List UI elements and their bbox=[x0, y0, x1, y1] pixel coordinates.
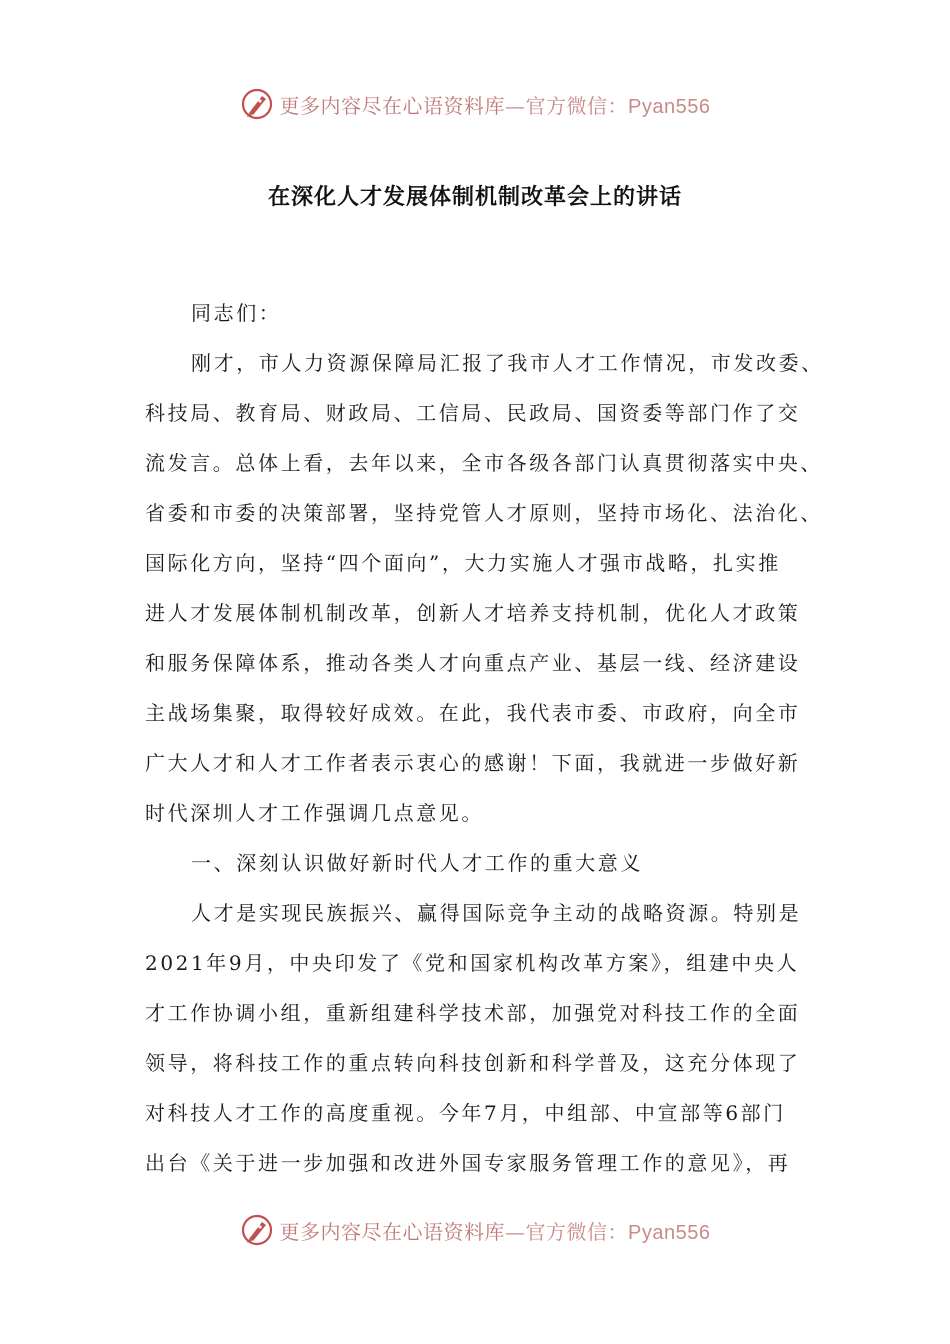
paragraph-line: 国际化方向，坚持“四个面向”，大力实施人才强市战略，扎实推 bbox=[145, 551, 781, 575]
paragraph-line: 对科技人才工作的高度重视。今年7月，中组部、中宣部等6部门 bbox=[145, 1101, 786, 1125]
paragraph-line: 人才是实现民族振兴、赢得国际竞争主动的战略资源。特别是 bbox=[191, 901, 802, 925]
salutation: 同志们： bbox=[191, 301, 282, 325]
footer-watermark-banner bbox=[0, 1210, 950, 1250]
document-body bbox=[145, 288, 825, 1188]
pen-nib-logo-icon bbox=[240, 87, 274, 121]
watermark-label: 官方微信： bbox=[525, 93, 629, 118]
paragraph-line: 省委和市委的决策部署，坚持党管人才原则，坚持市场化、法治化、 bbox=[145, 501, 823, 525]
paragraph-line: 广大人才和人才工作者表示衷心的感谢！下面，我就进一步做好新 bbox=[145, 751, 801, 775]
paragraph-line: 主战场集聚，取得较好成效。在此，我代表市委、市政府，向全市 bbox=[145, 701, 801, 725]
paragraph-line: 时代深圳人才工作强调几点意见。 bbox=[145, 801, 484, 825]
watermark-label: 官方微信： bbox=[525, 1219, 629, 1244]
paragraph-line: 2021年9月，中央印发了《党和国家机构改革方案》，组建中央人 bbox=[145, 951, 800, 975]
section-heading: 一、深刻认识做好新时代人才工作的重大意义 bbox=[191, 851, 643, 875]
paragraph-line: 才工作协调小组，重新组建科学技术部，加强党对科技工作的全面 bbox=[145, 1001, 801, 1025]
paragraph-line: 进人才发展体制机制改革，创新人才培养支持机制，优化人才政策 bbox=[145, 601, 801, 625]
header-watermark-banner bbox=[0, 84, 950, 124]
watermark-brand: 更多内容尽在心语资料库 bbox=[279, 1219, 506, 1244]
paragraph-line: 领导，将科技工作的重点转向科技创新和科学普及，这充分体现了 bbox=[145, 1051, 801, 1075]
watermark-wechat-id: Pyan556 bbox=[628, 1221, 711, 1244]
paragraph-line: 出台《关于进一步加强和改进外国专家服务管理工作的意见》，再 bbox=[145, 1151, 791, 1175]
watermark-dash: — bbox=[505, 1219, 526, 1244]
document-title: 在深化人才发展体制机制改革会上的讲话 bbox=[267, 185, 682, 210]
paragraph-line: 科技局、教育局、财政局、工信局、民政局、国资委等部门作了交 bbox=[145, 401, 801, 425]
watermark-brand: 更多内容尽在心语资料库 bbox=[279, 93, 506, 118]
watermark-dash: — bbox=[505, 93, 526, 118]
watermark-text bbox=[280, 1216, 711, 1245]
pen-nib-logo-icon bbox=[240, 1213, 274, 1247]
watermark-text bbox=[280, 90, 711, 119]
watermark-wechat-id: Pyan556 bbox=[628, 95, 711, 118]
paragraph-line: 和服务保障体系，推动各类人才向重点产业、基层一线、经济建设 bbox=[145, 651, 801, 675]
paragraph-line: 流发言。总体上看，去年以来，全市各级各部门认真贯彻落实中央、 bbox=[145, 451, 823, 475]
paragraph-line: 刚才，市人力资源保障局汇报了我市人才工作情况，市发改委、 bbox=[191, 351, 824, 375]
